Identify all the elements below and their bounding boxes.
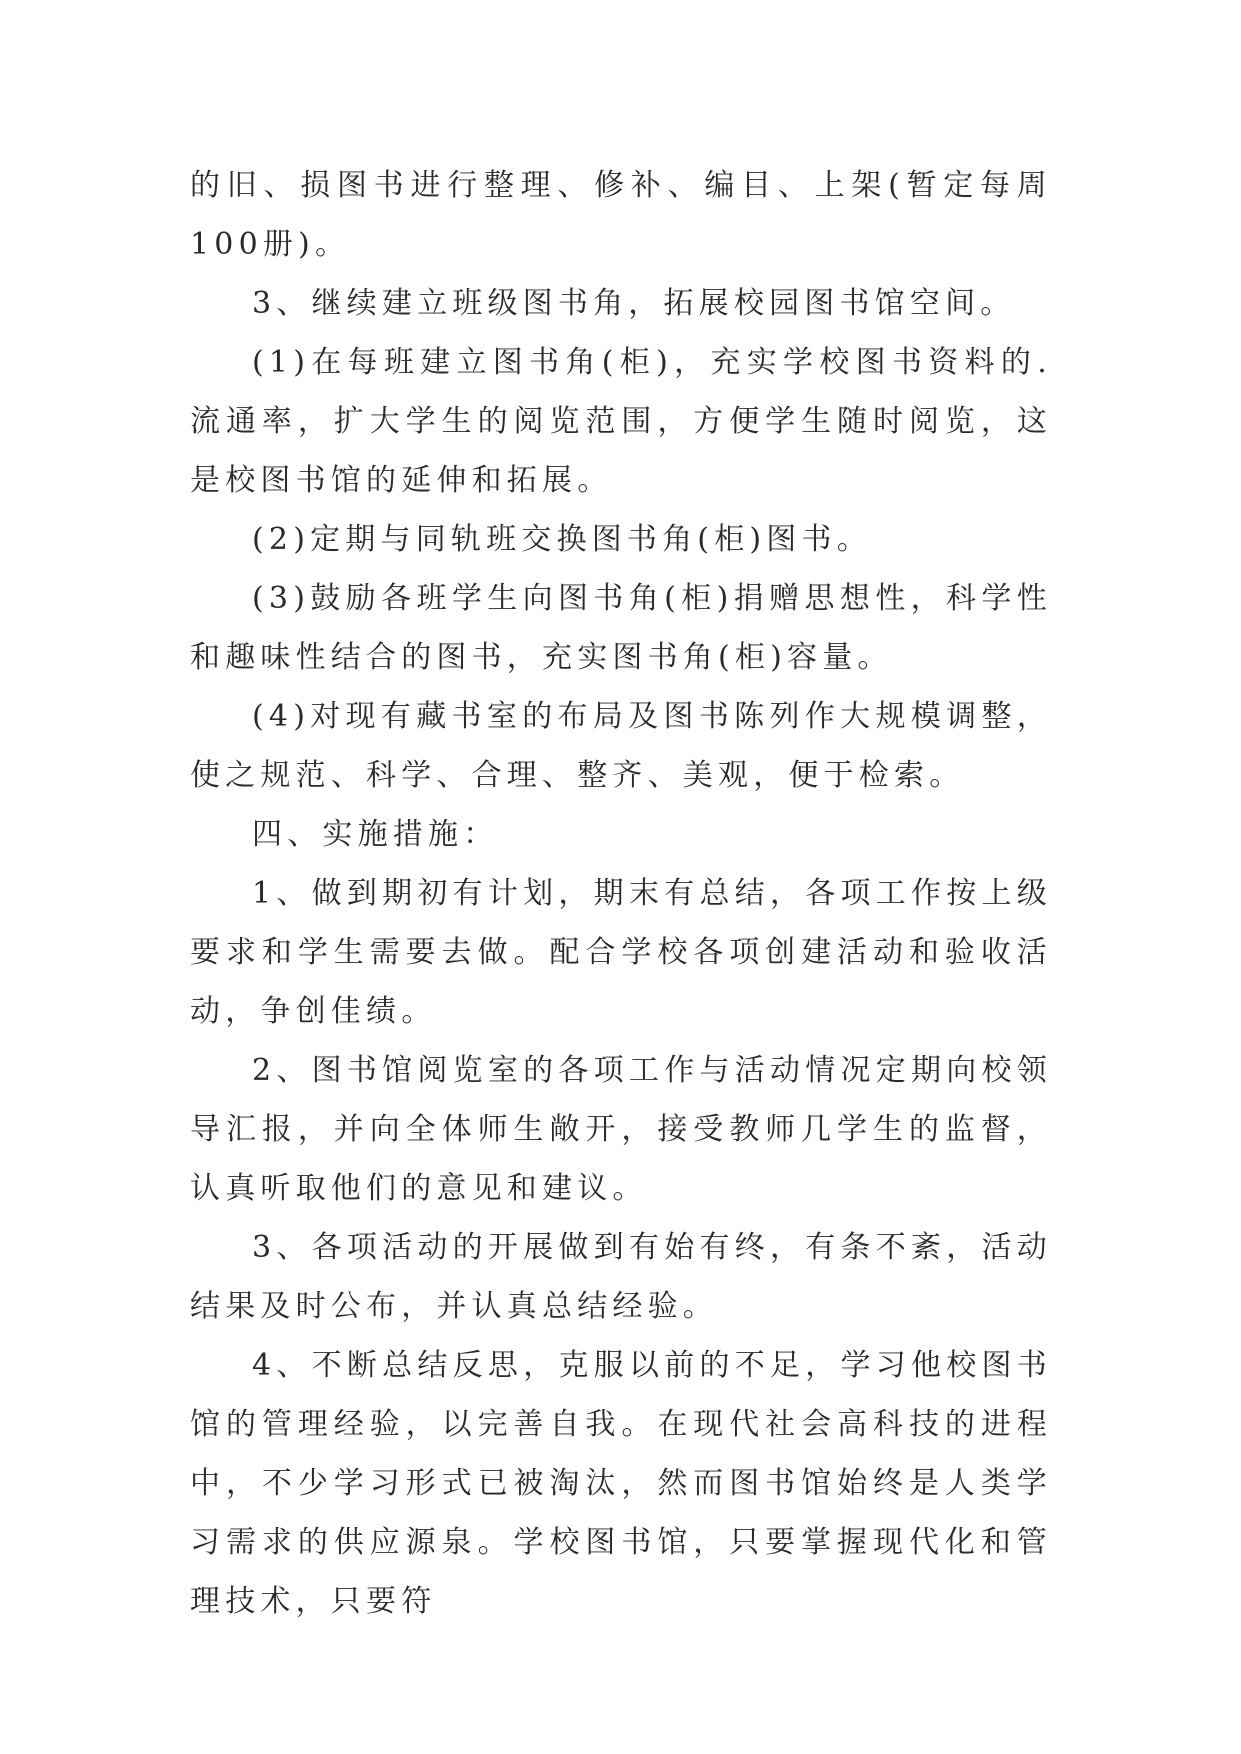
paragraph-measure-4: 4、不断总结反思，克服以前的不足，学习他校图书馆的管理经验，以完善自我。在现代社会高科技的进程中，不少学习形式已被淘汰，然而图书馆始终是人类学习需求的供应源泉。学校图书馆，只要掌握现代化和管理技术，只要符 <box>190 1348 1052 1619</box>
paragraph-sub-4: (4)对现有藏书室的布局及图书陈列作大规模调整，使之规范、科学、合理、整齐、美观，便于检索。 <box>190 699 1052 793</box>
paragraph-sub-3: (3)鼓励各班学生向图书角(柜)捐赠思想性，科学性和趣味性结合的图书，充实图书角(柜)容量。 <box>190 581 1052 675</box>
paragraph-measure-1: 1、做到期初有计划，期末有总结，各项工作按上级要求和学生需要去做。配合学校各项创建活动和验收活动，争创佳绩。 <box>190 876 1052 1029</box>
paragraph-measure-3: 3、各项活动的开展做到有始有终，有条不紊，活动结果及时公布，并认真总结经验。 <box>190 1230 1052 1324</box>
section-heading-measures: 四、实施措施： <box>252 817 499 852</box>
paragraph-measure-2: 2、图书馆阅览室的各项工作与活动情况定期向校领导汇报，并向全体师生敞开，接受教师几学生的监督，认真听取他们的意见和建议。 <box>190 1053 1052 1206</box>
paragraph-sub-2: (2)定期与同轨班交换图书角(柜)图书。 <box>252 522 872 557</box>
paragraph-sub-1: (1)在每班建立图书角(柜)，充实学校图书资料的.流通率，扩大学生的阅览范围，方便学生随时阅览，这是校图书馆的延伸和拓展。 <box>190 345 1052 498</box>
document-body <box>190 156 1052 1631</box>
paragraph-continuation: 的旧、损图书进行整理、修补、编目、上架(暂定每周100册)。 <box>190 168 1052 262</box>
paragraph-item-3: 3、继续建立班级图书角，拓展校园图书馆空间。 <box>252 286 1016 321</box>
